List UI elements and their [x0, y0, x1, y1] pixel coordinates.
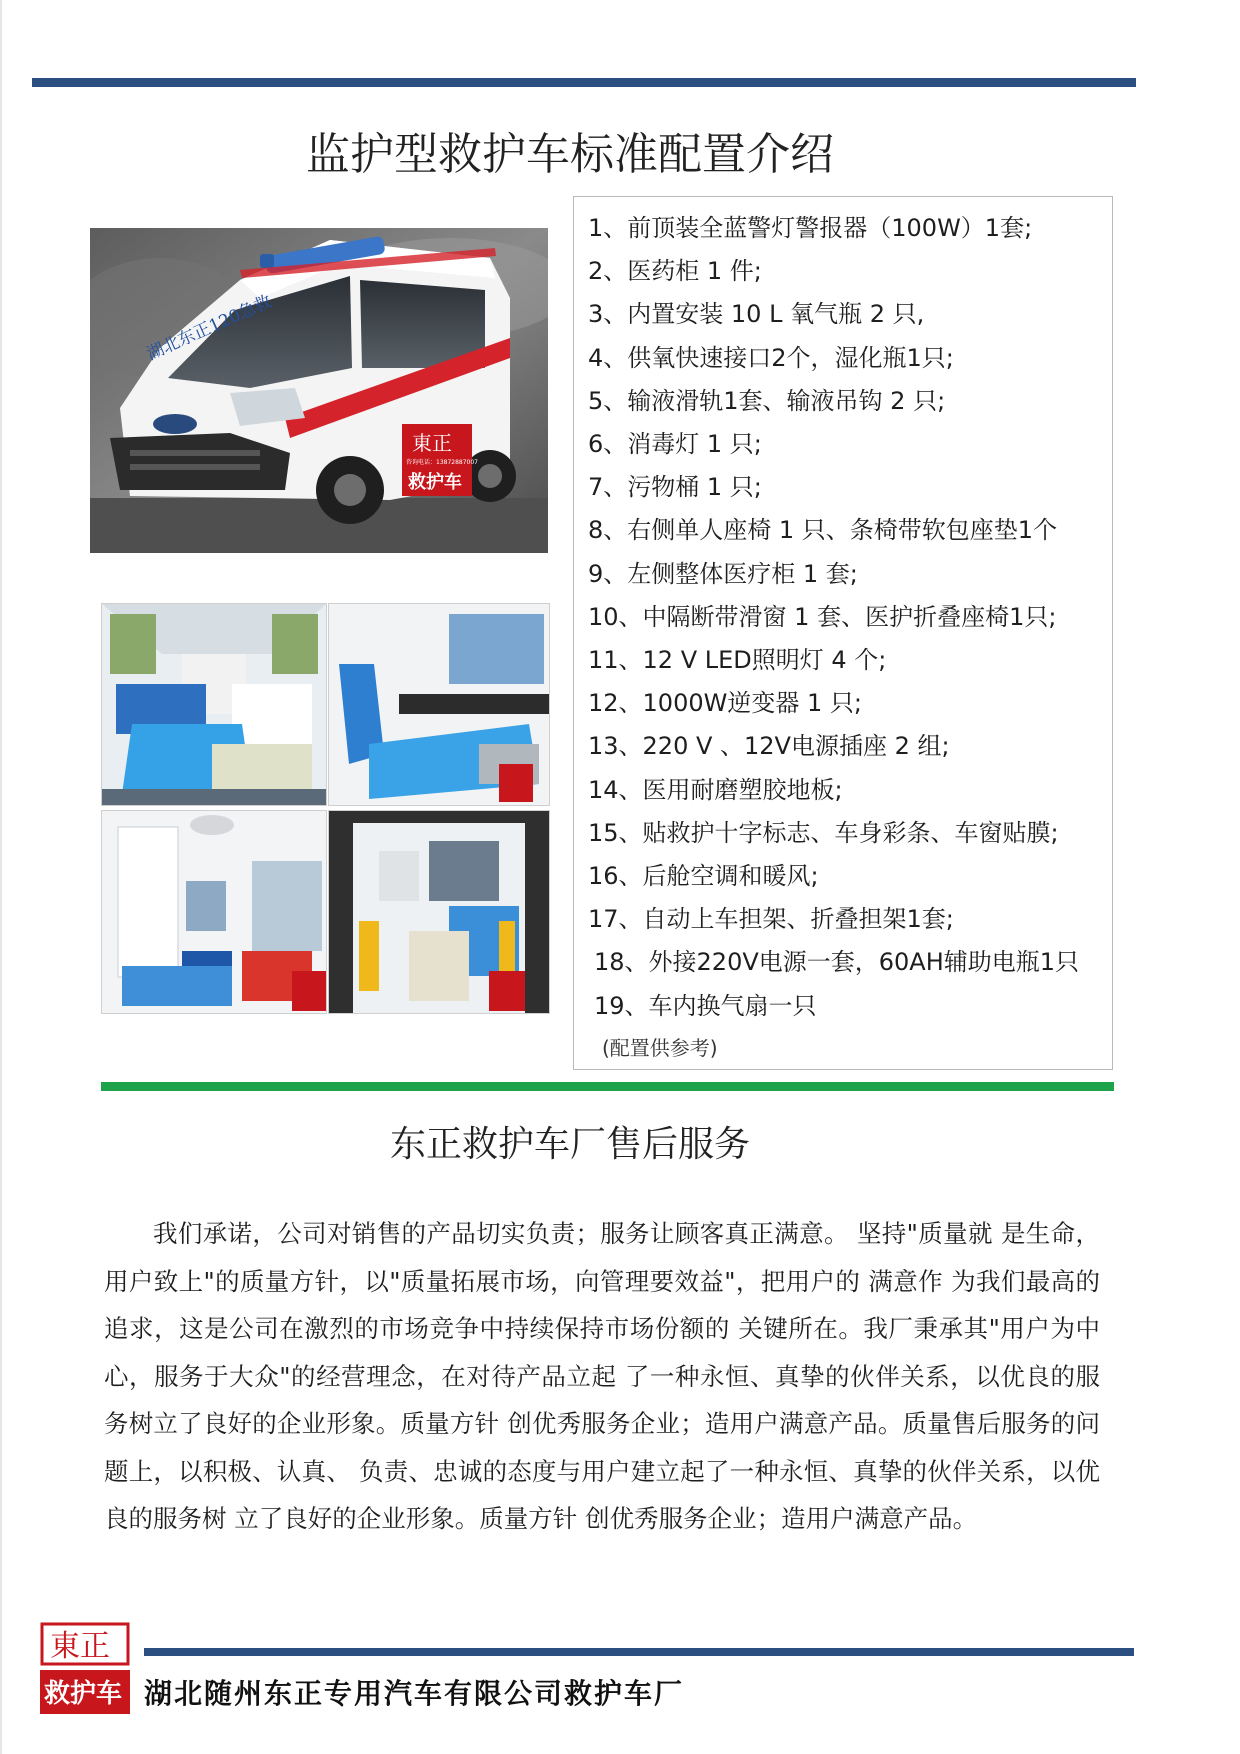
footer-company-name: 湖北随州东正专用汽车有限公司救护车厂	[144, 1677, 685, 1710]
footer-logo-mark	[40, 1622, 130, 1718]
vehicle-side-livery: 湖北东正120急救	[143, 291, 275, 365]
config-item-6: 6、消毒灯 1 只;	[588, 430, 762, 459]
interior-photo-seat-stretcher	[328, 603, 550, 806]
interior-cabinet-illustration	[102, 811, 326, 1013]
config-item-2: 2、医药柜 1 件;	[588, 257, 762, 286]
ambulance-exterior-illustration	[90, 228, 548, 553]
footer-divider	[144, 1648, 1134, 1656]
ambulance-exterior-photo	[90, 228, 548, 553]
config-item-11: 11、12 V LED照明灯 4 个;	[588, 646, 887, 675]
watermark-label: 救护车	[408, 472, 462, 493]
configuration-list	[588, 207, 1079, 1028]
footer-logo-brand: 東正	[50, 1629, 110, 1664]
config-item-12: 12、1000W逆变器 1 只;	[588, 689, 862, 718]
top-divider	[32, 78, 1136, 87]
configuration-box	[573, 196, 1113, 1070]
watermark-brand: 東正	[412, 431, 452, 455]
config-item-10: 10、中隔断带滑窗 1 套、医护折叠座椅1只;	[588, 602, 1057, 631]
interior-photo-rear-view	[328, 810, 550, 1014]
page-left-edge	[0, 0, 2, 1754]
interior-stretcher-illustration	[102, 604, 326, 805]
config-item-18: 18、外接220V电源一套，60AH辅助电瓶1只	[594, 948, 1080, 977]
footer-logo	[40, 1622, 130, 1718]
config-item-13: 13、220 V 、12V电源插座 2 组;	[588, 732, 950, 761]
watermark-phone: 咨询电话：13872887007	[406, 459, 478, 466]
config-item-3: 3、内置安装 10 L 氧气瓶 2 只,	[588, 300, 925, 329]
config-item-14: 14、医用耐磨塑胶地板;	[588, 775, 843, 804]
interior-photo-cabinet-bench	[101, 810, 327, 1014]
page-title: 监护型救护车标准配置介绍	[306, 129, 834, 180]
config-note: (配置供参考)	[602, 1036, 718, 1060]
config-item-4: 4、供氧快速接口2个，湿化瓶1只;	[588, 343, 954, 372]
interior-rear-illustration	[329, 811, 549, 1013]
service-title: 东正救护车厂售后服务	[389, 1124, 750, 1165]
config-item-15: 15、贴救护十字标志、车身彩条、车窗贴膜;	[588, 818, 1059, 847]
interior-seat-illustration	[329, 604, 549, 805]
interior-photo-cabin-stretcher	[101, 603, 327, 806]
config-item-9: 9、左侧整体医疗柜 1 套;	[588, 559, 858, 588]
config-item-1: 1、前顶装全蓝警灯警报器（100W）1套;	[588, 214, 1033, 242]
config-item-5: 5、输液滑轨1套、输液吊钩 2 只;	[588, 386, 946, 415]
footer-logo-label: 救护车	[44, 1679, 123, 1709]
config-item-16: 16、后舱空调和暖风;	[588, 862, 819, 891]
config-item-8: 8、右侧单人座椅 1 只、条椅带软包座垫1个	[588, 516, 1058, 545]
config-item-17: 17、自动上车担架、折叠担架1套;	[588, 905, 954, 934]
config-item-19: 19、车内换气扇一只	[594, 991, 817, 1020]
config-item-7: 7、污物桶 1 只;	[588, 473, 762, 502]
service-paragraph: 我们承诺，公司对销售的产品切实负责；服务让顾客真正满意。 坚持"质量就 是生命，用户致上"的质量方针，以"质量拓展市场，向管理要效益"，把用户的 满意作 为我们最高的追求，这是公司在激烈的市场竞争中持续保持市场份额的 关键所在。我厂秉承其"用户为中心，服务于大众"的经营理念，在对待产品立起 了一种永恒、真挚的伙伴关系，以优良的服务树立了良好的企业形象。质量方针 创优秀服务企业；造用户满意产品。质量售后服务的问题上，以积极、认真、 负责、忠诚的态度与用户建立起了一种永恒、真挚的伙伴关系，以优良的服务树 立了良好的企业形象。质量方针 创优秀服务企业；造用户满意产品。	[104, 1219, 1100, 1533]
section-divider	[101, 1082, 1114, 1091]
